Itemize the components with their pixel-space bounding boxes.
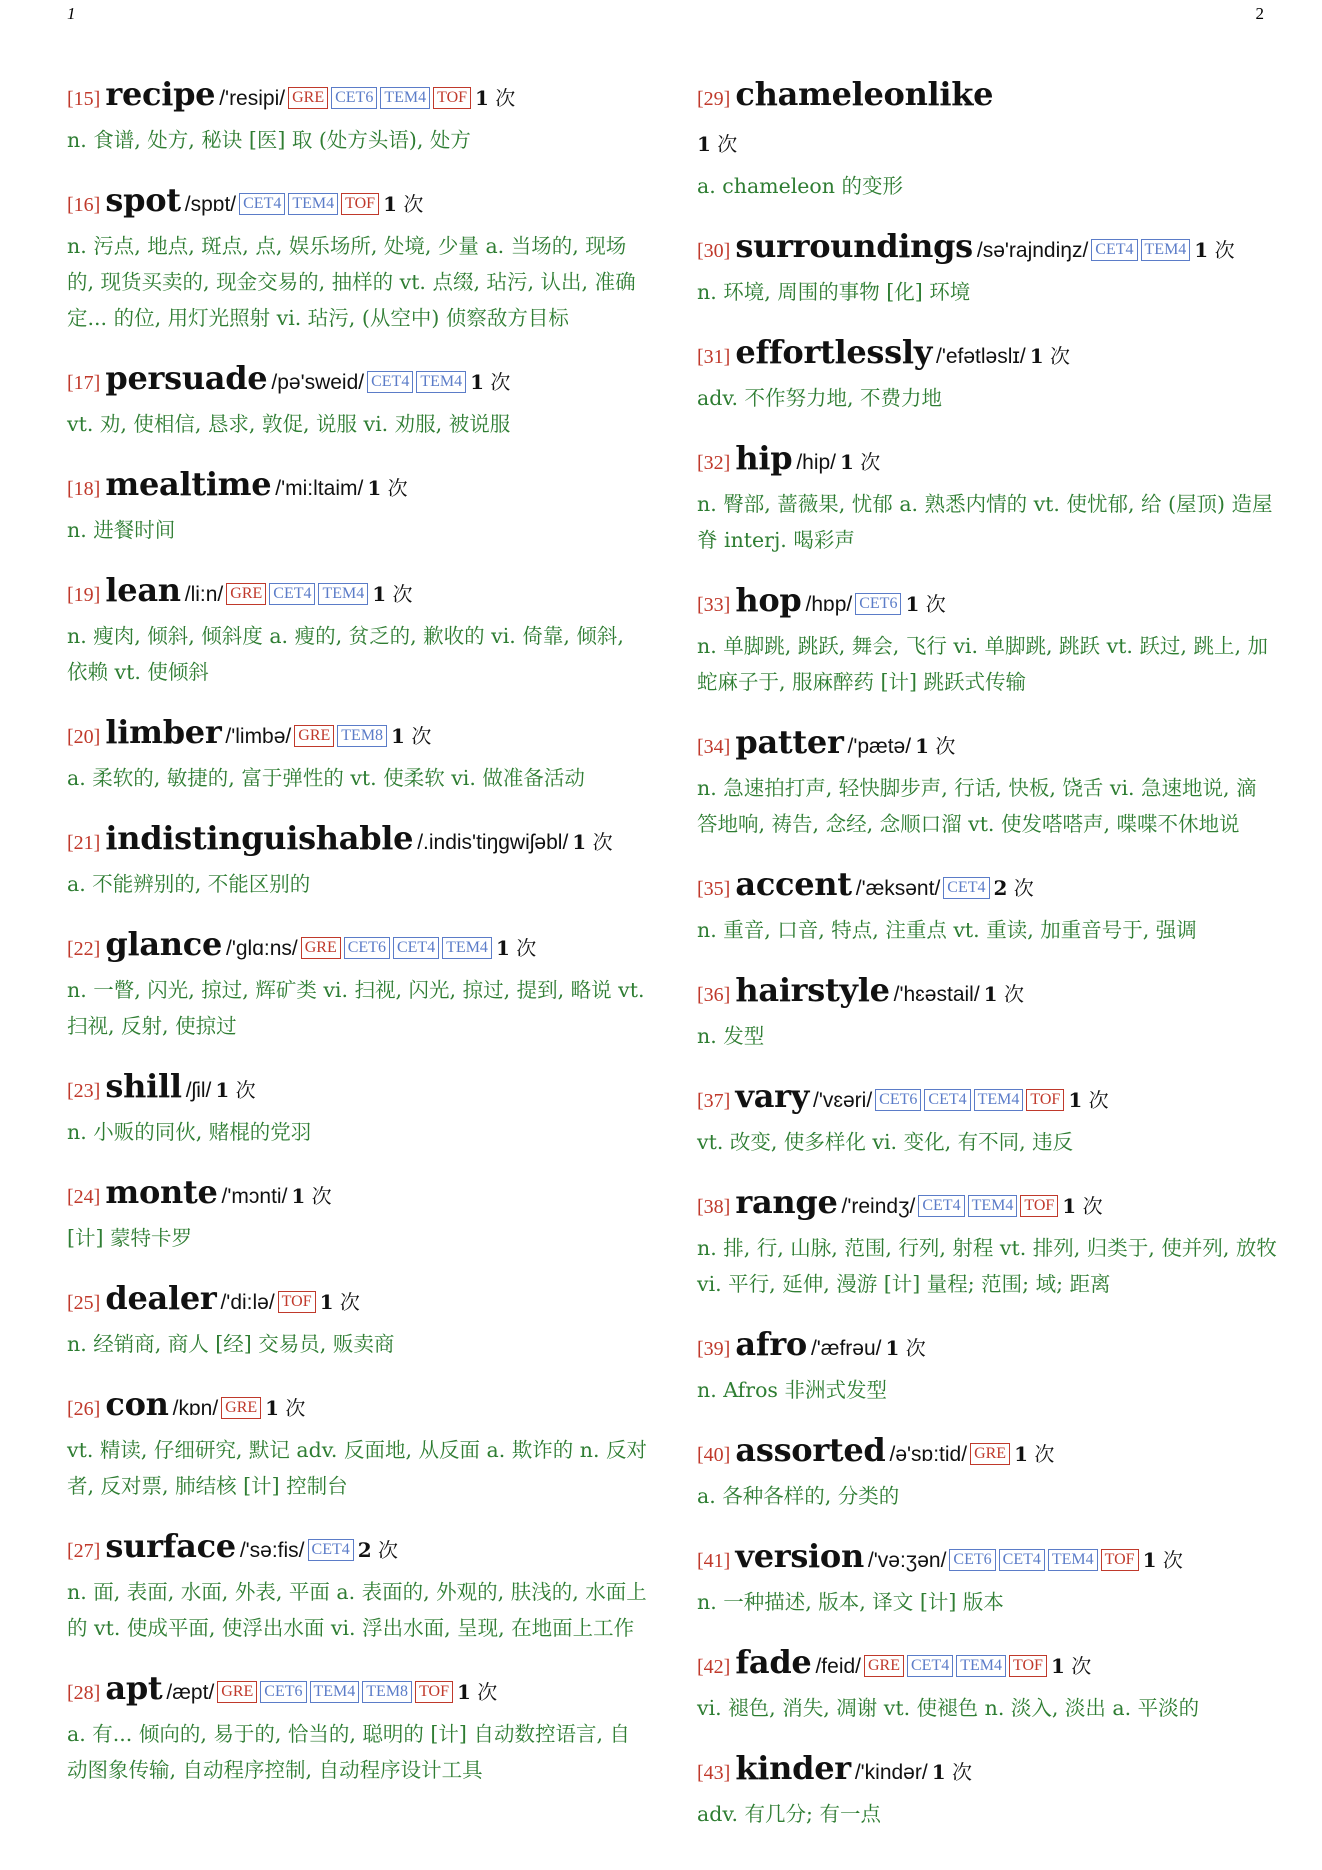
exam-tag: TEM8 xyxy=(362,1681,412,1703)
exam-tag: CET4 xyxy=(943,877,989,899)
occurrence-count: 1 次 xyxy=(840,450,881,474)
headword: hairstyle xyxy=(735,971,890,1009)
definition: vt. 改变, 使多样化 vi. 变化, 有不同, 违反 xyxy=(697,1130,1074,1154)
entry-index: [43] xyxy=(697,1762,731,1784)
entry-index: [25] xyxy=(67,1292,101,1314)
definition: n. Afros 非洲式发型 xyxy=(697,1378,887,1402)
entry-index: [40] xyxy=(697,1444,731,1466)
headword: fade xyxy=(735,1643,812,1681)
vocab-entry xyxy=(67,462,647,548)
entry-header xyxy=(697,1074,1277,1124)
vocab-entry xyxy=(697,1746,1277,1832)
vocab-entry xyxy=(697,1322,1277,1408)
entry-header xyxy=(697,1428,1277,1478)
entry-index: [15] xyxy=(67,88,101,110)
entry-header xyxy=(697,224,1277,274)
entry-index: [31] xyxy=(697,346,731,368)
phonetic: /ʃil/ xyxy=(185,1079,212,1102)
definition: n. 一种描述, 版本, 译文 [计] 版本 xyxy=(697,1590,1004,1614)
vocab-entry xyxy=(697,1180,1277,1302)
vocab-entry xyxy=(67,1666,647,1788)
vocab-entry xyxy=(67,356,647,442)
entry-header xyxy=(697,862,1277,912)
headword: assorted xyxy=(735,1431,886,1469)
definition: vt. 劝, 使相信, 恳求, 敦促, 说服 vi. 劝服, 被说服 xyxy=(67,412,511,436)
occurrence-count: 1 次 xyxy=(372,582,413,606)
phonetic: /'vɛəri/ xyxy=(813,1089,873,1112)
entry-header xyxy=(67,1276,647,1326)
headword: con xyxy=(105,1385,169,1423)
occurrence-count: 1 次 xyxy=(572,830,613,854)
headword: mealtime xyxy=(105,465,272,503)
phonetic: /kɒn/ xyxy=(172,1397,219,1420)
exam-tag: GRE xyxy=(294,725,334,747)
phonetic: /'resipi/ xyxy=(219,87,286,110)
definition: n. 一瞥, 闪光, 掠过, 辉矿类 vi. 扫视, 闪光, 掠过, 提到, 略说 vt. 扫视, 反射, 使掠过 xyxy=(67,978,645,1038)
vocab-entry xyxy=(67,1382,647,1504)
exam-tag: TOF xyxy=(433,87,471,109)
entry-index: [37] xyxy=(697,1090,731,1112)
exam-tag: TEM4 xyxy=(1048,1549,1098,1571)
entry-index: [30] xyxy=(697,240,731,262)
occurrence-count: 1 次 xyxy=(983,982,1024,1006)
definition: a. 不能辨别的, 不能区别的 xyxy=(67,872,311,896)
headword: hip xyxy=(735,439,793,477)
headword: shill xyxy=(105,1067,182,1105)
phonetic: /pə'sweid/ xyxy=(271,371,365,394)
headword: surroundings xyxy=(735,227,973,265)
occurrence-count: 1 次 xyxy=(475,86,516,110)
occurrence-count: 1 次 xyxy=(291,1184,332,1208)
occurrence-count: 1 次 xyxy=(391,724,432,748)
vocab-entry xyxy=(67,710,647,796)
phonetic: /'mɔnti/ xyxy=(221,1185,288,1208)
headword: persuade xyxy=(105,359,268,397)
entry-index: [36] xyxy=(697,984,731,1006)
exam-tag: CET4 xyxy=(1091,239,1137,261)
occurrence-count: 2 次 xyxy=(357,1538,399,1562)
phonetic: /'di:lə/ xyxy=(220,1291,275,1314)
vocab-entry xyxy=(697,1534,1277,1620)
occurrence-count: 1 次 xyxy=(319,1290,360,1314)
entry-index: [19] xyxy=(67,584,101,606)
phonetic: /'hɛəstail/ xyxy=(893,983,980,1006)
vocab-entry xyxy=(697,72,1277,204)
entry-index: [34] xyxy=(697,736,731,758)
entry-header xyxy=(67,1524,647,1574)
entry-index: [27] xyxy=(67,1540,101,1562)
entry-header xyxy=(67,178,647,228)
entry-index: [17] xyxy=(67,372,101,394)
entry-header xyxy=(67,568,647,618)
phonetic: /spɒt/ xyxy=(184,193,237,216)
phonetic: /'limbə/ xyxy=(225,725,292,748)
entry-header xyxy=(697,1640,1277,1690)
occurrence-count: 1 次 xyxy=(1050,1654,1092,1678)
entry-index: [35] xyxy=(697,878,731,900)
phonetic: /'efətləslɪ/ xyxy=(936,345,1026,368)
entry-header xyxy=(697,1534,1277,1584)
definition: a. 各种各样的, 分类的 xyxy=(697,1484,900,1508)
definition: n. 排, 行, 山脉, 范围, 行列, 射程 vt. 排列, 归类于, 使并列, 放牧 vi. 平行, 延伸, 漫游 [计] 量程; 范围; 域; 距离 xyxy=(697,1236,1277,1296)
definition: n. 发型 xyxy=(697,1024,765,1048)
exam-tag: CET4 xyxy=(999,1549,1045,1571)
vocab-entry xyxy=(697,1428,1277,1514)
vocab-entry xyxy=(67,568,647,690)
headword: recipe xyxy=(105,75,216,113)
entry-header xyxy=(67,922,647,972)
vocab-entry xyxy=(67,178,647,336)
exam-tag: CET4 xyxy=(393,937,439,959)
exam-tag: TEM4 xyxy=(318,583,368,605)
occurrence-count: 1 次 xyxy=(1029,344,1070,368)
entry-index: [20] xyxy=(67,726,101,748)
vocab-entry xyxy=(67,1064,647,1150)
exam-tag: TOF xyxy=(1009,1655,1047,1677)
entry-header xyxy=(697,1746,1277,1796)
headword: version xyxy=(735,1537,864,1575)
vocab-entry xyxy=(697,224,1277,310)
entry-index: [33] xyxy=(697,594,731,616)
entry-header xyxy=(697,1322,1277,1372)
headword: monte xyxy=(105,1173,218,1211)
entry-header xyxy=(67,816,647,866)
headword: lean xyxy=(105,571,181,609)
exam-tag: TEM4 xyxy=(442,937,492,959)
definition: n. 进餐时间 xyxy=(67,518,176,542)
phonetic: /hɒp/ xyxy=(805,593,853,616)
definition: adv. 不作努力地, 不费力地 xyxy=(697,386,943,410)
vocab-entry xyxy=(697,862,1277,948)
entry-header xyxy=(67,1382,647,1432)
headword: range xyxy=(735,1183,838,1221)
entry-header xyxy=(67,1170,647,1220)
entry-header xyxy=(697,436,1277,486)
right-column xyxy=(697,72,1277,1852)
exam-tag: TEM8 xyxy=(337,725,387,747)
vocab-entry xyxy=(67,72,647,158)
definition: vt. 精读, 仔细研究, 默记 adv. 反面地, 从反面 a. 欺诈的 n. 反对者, 反对票, 肺结核 [计] 控制台 xyxy=(67,1438,648,1498)
occurrence-count: 1 次 xyxy=(367,476,408,500)
headword: indistinguishable xyxy=(105,819,414,857)
headword: hop xyxy=(735,581,802,619)
exam-tag: TOF xyxy=(341,193,379,215)
occurrence-count: 1 次 xyxy=(1062,1194,1103,1218)
entry-header xyxy=(67,462,647,512)
exam-tag: CET6 xyxy=(949,1549,995,1571)
vocab-entry xyxy=(67,1170,647,1256)
definition: n. 急速拍打声, 轻快脚步声, 行话, 快板, 饶舌 vi. 急速地说, 滴答地响, 祷告, 念经, 念顺口溜 vt. 使发嗒嗒声, 喋喋不休地说 xyxy=(697,776,1257,836)
definition: a. 柔软的, 敏捷的, 富于弹性的 vt. 使柔软 vi. 做准备活动 xyxy=(67,766,585,790)
phonetic: /'pætə/ xyxy=(847,735,912,758)
entry-index: [29] xyxy=(697,88,731,110)
entry-header xyxy=(697,968,1277,1018)
occurrence-count: 1 次 xyxy=(470,370,511,394)
headword: glance xyxy=(105,925,222,963)
exam-tag: CET6 xyxy=(260,1681,306,1703)
exam-tag: TEM4 xyxy=(956,1655,1006,1677)
phonetic: /'reindʒ/ xyxy=(841,1195,916,1218)
occurrence-count: 2 次 xyxy=(993,876,1034,900)
entry-index: [39] xyxy=(697,1338,731,1360)
exam-tag: CET6 xyxy=(875,1089,921,1111)
exam-tag: GRE xyxy=(970,1443,1010,1465)
phonetic: /'æfrəu/ xyxy=(810,1337,882,1360)
headword: limber xyxy=(105,713,222,751)
exam-tag: TOF xyxy=(278,1291,316,1313)
headword: afro xyxy=(735,1325,807,1363)
exam-tag: GRE xyxy=(288,87,328,109)
entry-index: [18] xyxy=(67,478,101,500)
entry-index: [16] xyxy=(67,194,101,216)
headword: kinder xyxy=(735,1749,851,1787)
definition: adv. 有几分; 有一点 xyxy=(697,1802,881,1826)
entry-index: [24] xyxy=(67,1186,101,1208)
exam-tag: TEM4 xyxy=(1141,239,1191,261)
exam-tag: TEM4 xyxy=(416,371,466,393)
definition: n. 小贩的同伙, 赌棍的党羽 xyxy=(67,1120,312,1144)
exam-tag: GRE xyxy=(221,1397,261,1419)
exam-tag: CET4 xyxy=(924,1089,970,1111)
headword: apt xyxy=(105,1669,163,1707)
phonetic: /'æksənt/ xyxy=(855,877,941,900)
exam-tag: CET4 xyxy=(918,1195,964,1217)
headword: spot xyxy=(105,181,181,219)
entry-header xyxy=(697,330,1277,380)
entry-index: [23] xyxy=(67,1080,101,1102)
phonetic: /ə'sɒ:tid/ xyxy=(889,1443,968,1466)
phonetic: /hip/ xyxy=(796,451,837,474)
phonetic: /feid/ xyxy=(815,1655,861,1678)
count-line xyxy=(697,122,1277,168)
exam-tag: CET6 xyxy=(331,87,377,109)
phonetic: /'mi:ltaim/ xyxy=(275,477,364,500)
exam-tag: GRE xyxy=(226,583,266,605)
exam-tag: GRE xyxy=(864,1655,904,1677)
occurrence-count: 1 次 xyxy=(265,1396,306,1420)
vocab-entry xyxy=(697,968,1277,1054)
definition: n. 瘦肉, 倾斜, 倾斜度 a. 瘦的, 贫乏的, 歉收的 vi. 倚靠, 倾斜, 依赖 vt. 使倾斜 xyxy=(67,624,624,684)
occurrence-count: 1 次 xyxy=(1142,1548,1183,1572)
phonetic: /sə'rajndiŋz/ xyxy=(976,239,1089,262)
headword: surface xyxy=(105,1527,236,1565)
entry-index: [26] xyxy=(67,1398,101,1420)
vocab-entry xyxy=(67,922,647,1044)
occurrence-count: 1 次 xyxy=(915,734,956,758)
occurrence-count: 1 次 xyxy=(1068,1088,1109,1112)
definition: vi. 褪色, 消失, 凋谢 vt. 使褪色 n. 淡入, 淡出 a. 平淡的 xyxy=(697,1696,1200,1720)
occurrence-count: 1 次 xyxy=(215,1078,256,1102)
exam-tag: TOF xyxy=(1101,1549,1139,1571)
entry-header xyxy=(67,356,647,406)
occurrence-count: 1 次 xyxy=(495,936,537,960)
exam-tag: TEM4 xyxy=(310,1681,360,1703)
definition: a. chameleon 的变形 xyxy=(697,174,903,198)
entry-header xyxy=(67,710,647,760)
occurrence-count: 1 次 xyxy=(905,592,946,616)
exam-tag: TEM4 xyxy=(380,87,430,109)
entry-index: [22] xyxy=(67,938,101,960)
exam-tag: GRE xyxy=(217,1681,257,1703)
entry-index: [42] xyxy=(697,1656,731,1678)
exam-tag: CET4 xyxy=(239,193,285,215)
definition: n. 单脚跳, 跳跃, 舞会, 飞行 vi. 单脚跳, 跳跃 vt. 跃过, 跳上, 加蛇麻子于, 服麻醉药 [计] 跳跃式传输 xyxy=(697,634,1268,694)
definition: n. 环境, 周围的事物 [化] 环境 xyxy=(697,280,971,304)
definition: n. 重音, 口音, 特点, 注重点 vt. 重读, 加重音号于, 强调 xyxy=(697,918,1197,942)
left-column xyxy=(67,72,647,1808)
occurrence-count: 1 次 xyxy=(931,1760,972,1784)
vocab-entry xyxy=(697,436,1277,558)
definition: [计] 蒙特卡罗 xyxy=(67,1226,193,1250)
headword: effortlessly xyxy=(735,333,932,371)
entry-header xyxy=(697,578,1277,628)
exam-tag: GRE xyxy=(301,937,341,959)
page-number-right: 2 xyxy=(1255,4,1264,23)
vocab-entry xyxy=(697,1640,1277,1726)
phonetic: /'və:ʒən/ xyxy=(867,1549,947,1572)
phonetic: /'sə:fis/ xyxy=(239,1539,305,1562)
definition: a. 有... 倾向的, 易于的, 恰当的, 聪明的 [计] 自动数控语言, 自动图象传输, 自动程序控制, 自动程序设计工具 xyxy=(67,1722,630,1782)
vocab-entry xyxy=(697,720,1277,842)
vocab-entry xyxy=(67,1524,647,1646)
definition: n. 臀部, 蔷薇果, 忧郁 a. 熟悉内情的 vt. 使忧郁, 给 (屋顶) 造屋脊 interj. 喝彩声 xyxy=(697,492,1273,552)
vocab-entry xyxy=(67,816,647,902)
entry-header xyxy=(697,1180,1277,1230)
occurrence-count: 1 次 xyxy=(697,132,738,156)
entry-index: [32] xyxy=(697,452,731,474)
headword: vary xyxy=(735,1077,810,1115)
entry-header xyxy=(67,1064,647,1114)
definition: n. 食谱, 处方, 秘诀 [医] 取 (处方头语), 处方 xyxy=(67,128,471,152)
exam-tag: CET4 xyxy=(269,583,315,605)
occurrence-count: 1 次 xyxy=(1194,238,1235,262)
vocab-entry xyxy=(697,578,1277,700)
entry-index: [21] xyxy=(67,832,101,854)
exam-tag: CET4 xyxy=(308,1539,354,1561)
exam-tag: TOF xyxy=(1020,1195,1058,1217)
phonetic: /'glɑ:ns/ xyxy=(226,937,298,960)
definition: n. 污点, 地点, 斑点, 点, 娱乐场所, 处境, 少量 a. 当场的, 现场的, 现货买卖的, 现金交易的, 抽样的 vt. 点缀, 玷污, 认出, 准确定... 的位, 用灯光照射 vi. 玷污, (从空中) 侦察敌方目标 xyxy=(67,234,636,330)
headword: patter xyxy=(735,723,844,761)
exam-tag: TOF xyxy=(415,1681,453,1703)
entry-index: [38] xyxy=(697,1196,731,1218)
exam-tag: TOF xyxy=(1026,1089,1064,1111)
vocab-entry xyxy=(697,1074,1277,1160)
entry-header xyxy=(697,72,1277,122)
phonetic: /'kindər/ xyxy=(854,1761,928,1784)
occurrence-count: 1 次 xyxy=(383,192,424,216)
entry-header xyxy=(67,72,647,122)
vocab-entry xyxy=(67,1276,647,1362)
occurrence-count: 1 次 xyxy=(457,1680,498,1704)
occurrence-count: 1 次 xyxy=(885,1336,926,1360)
headword: dealer xyxy=(105,1279,217,1317)
exam-tag: CET6 xyxy=(344,937,390,959)
exam-tag: CET4 xyxy=(367,371,413,393)
entry-header xyxy=(697,720,1277,770)
exam-tag: TEM4 xyxy=(968,1195,1018,1217)
occurrence-count: 1 次 xyxy=(1014,1442,1055,1466)
vocab-entry xyxy=(697,330,1277,416)
headword: accent xyxy=(735,865,852,903)
phonetic: /.indis'tiŋgwiʃəbl/ xyxy=(417,831,569,854)
exam-tag: TEM4 xyxy=(974,1089,1024,1111)
exam-tag: CET6 xyxy=(855,593,901,615)
exam-tag: CET4 xyxy=(907,1655,953,1677)
definition: n. 经销商, 商人 [经] 交易员, 贩卖商 xyxy=(67,1332,395,1356)
entry-index: [28] xyxy=(67,1682,101,1704)
phonetic: /æpt/ xyxy=(166,1681,215,1704)
phonetic: /li:n/ xyxy=(184,583,224,606)
exam-tag: TEM4 xyxy=(288,193,338,215)
entry-index: [41] xyxy=(697,1550,731,1572)
entry-header xyxy=(67,1666,647,1716)
page-number-left: 1 xyxy=(67,4,76,23)
definition: n. 面, 表面, 水面, 外表, 平面 a. 表面的, 外观的, 肤浅的, 水面上的 vt. 使成平面, 使浮出水面 vi. 浮出水面, 呈现, 在地面上工作 xyxy=(67,1580,647,1640)
headword: chameleonlike xyxy=(735,75,994,113)
